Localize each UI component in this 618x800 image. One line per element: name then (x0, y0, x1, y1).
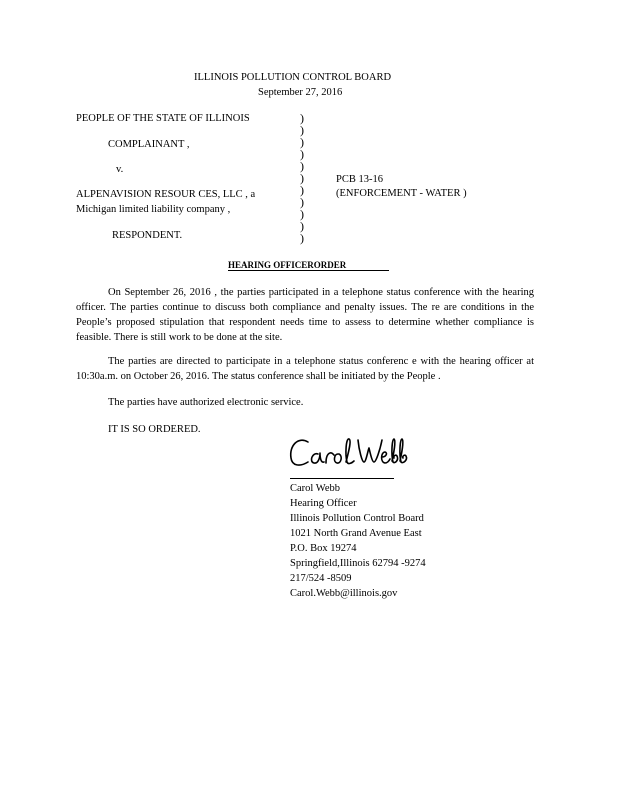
versus-label: v. (116, 164, 124, 175)
case-number: PCB 13-16 (336, 174, 383, 185)
plaintiff-name: PEOPLE OF THE STATE OF ILLINOIS (76, 113, 250, 124)
paragraph-1 (76, 285, 534, 345)
respondent-description: Michigan limited liability company , (76, 204, 231, 215)
signature-title: Hearing Officer (290, 498, 357, 509)
respondent-label: RESPONDENT. (112, 230, 183, 241)
respondent-name: ALPENAVISION RESOUR CES, LLC , a (76, 189, 256, 200)
order-date: September 27, 2016 (258, 87, 343, 98)
signature-email: Carol.Webb@illinois.gov (290, 588, 398, 599)
signature-line (290, 478, 394, 479)
paragraph-2-text: The parties are directed to participate in a telephone status conferenc e with the hearing officer at 10:30a.m. on October 26, 2016. The status conference shall be initiated by the People . (76, 356, 534, 382)
caption-divider: ) ) ) ) ) ) ) ) ) ) ) (300, 111, 304, 245)
order-title: HEARING OFFICERORDER (228, 260, 347, 270)
paragraph-4: IT IS SO ORDERED. (108, 424, 201, 435)
paragraph-2 (76, 354, 534, 384)
paragraph-3: The parties have authorized electronic service. (108, 397, 304, 408)
signature-street: 1021 North Grand Avenue East (290, 528, 422, 539)
signature-name: Carol Webb (290, 483, 340, 494)
signature-phone: 217/524 -8509 (290, 573, 352, 584)
signature-block (290, 481, 426, 601)
signature-city: Springfield,Illinois 62794 -9274 (290, 558, 426, 569)
signature-po-box: P.O. Box 19274 (290, 543, 357, 554)
board-name: ILLINOIS POLLUTION CONTROL BOARD (194, 72, 392, 83)
handwritten-signature (286, 434, 416, 474)
signature-agency: Illinois Pollution Control Board (290, 513, 424, 524)
paragraph-1-text: On September 26, 2016 , the parties participated in a telephone status conference with the hearing officer. The parties continue to discuss both compliance and penalty issues. The re are conditions in the People’s proposed stipulation that respondent needs time to assess to determine whether compliance is feasible. There is still work to be done at the site. (76, 287, 534, 343)
case-type: (ENFORCEMENT - WATER ) (336, 188, 467, 199)
complainant-label: COMPLAINANT , (108, 139, 190, 150)
